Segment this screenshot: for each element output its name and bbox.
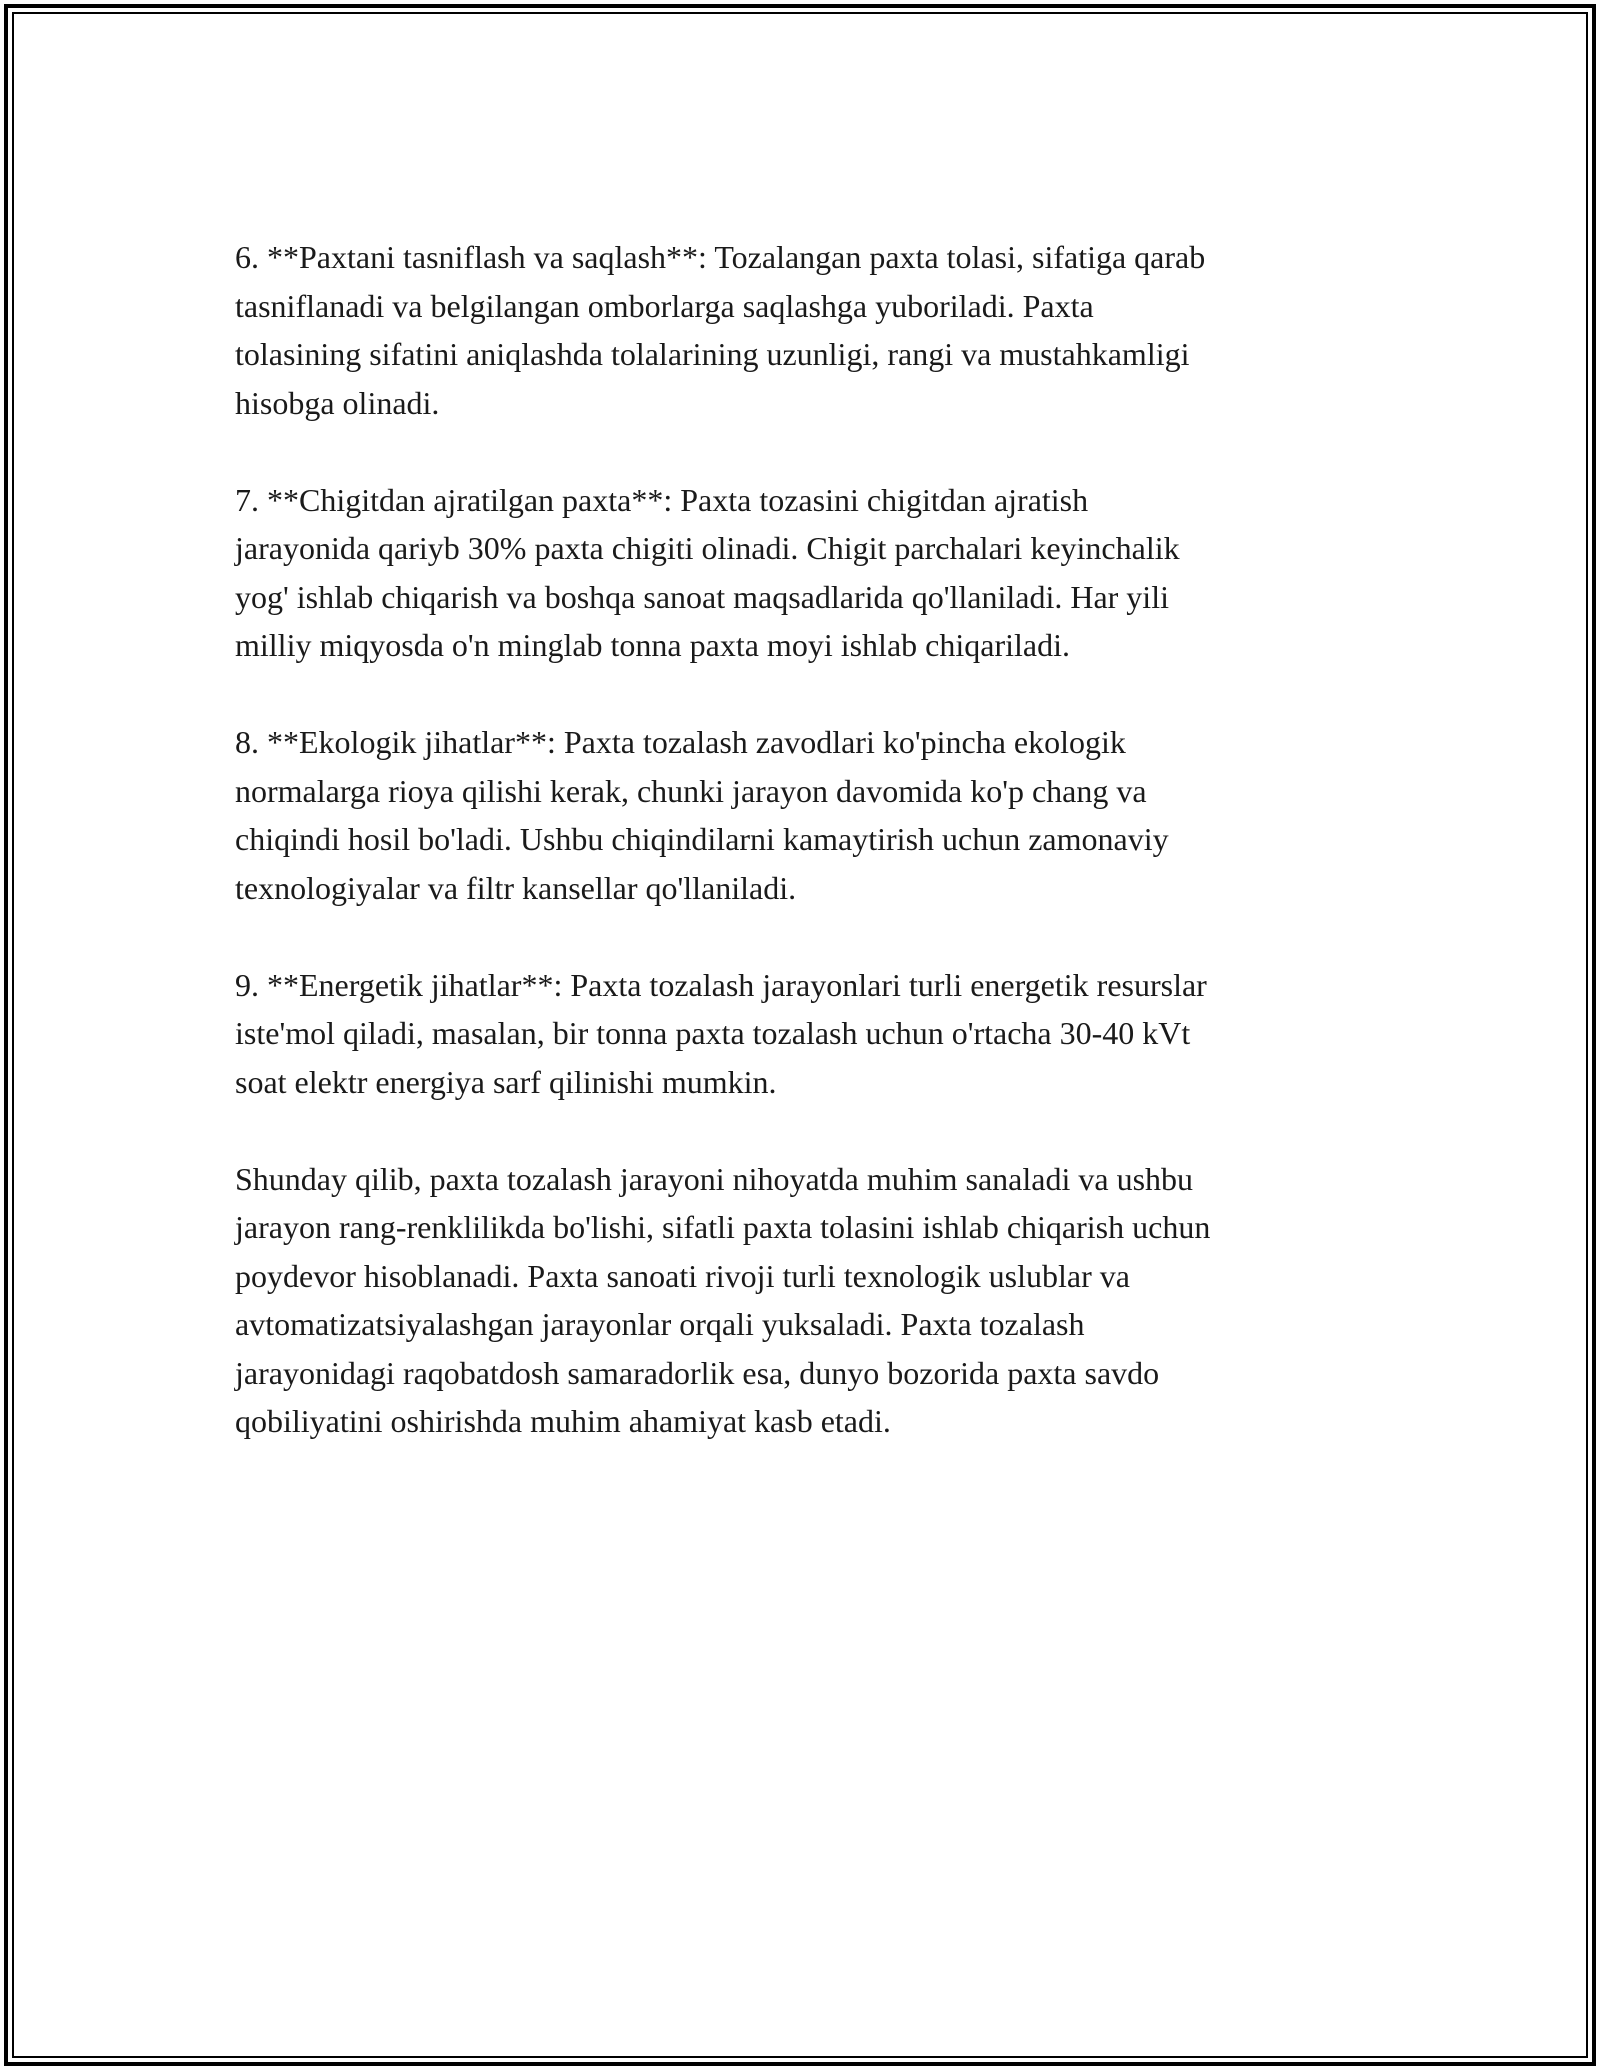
paragraph-line: poydevor hisoblanadi. Paxta sanoati rivoji turli texnologik uslublar va	[235, 1257, 1130, 1294]
paragraph-line: jarayonidagi raqobatdosh samaradorlik esa, dunyo bozorida paxta savdo	[235, 1354, 1160, 1391]
paragraph-line: iste'mol qiladi, masalan, bir tonna paxta tozalash uchun o'rtacha 30-40 kVt	[235, 1015, 1191, 1051]
paragraph-line: texnologiyalar va filtr kansellar qo'llaniladi.	[235, 869, 797, 906]
paragraph-line: qobiliyatini oshirishda muhim ahamiyat kasb etadi.	[235, 1403, 891, 1439]
paragraph-7-cottonseed	[235, 476, 1375, 670]
paragraph-line: avtomatizatsiyalashgan jarayonlar orqali yuksaladi. Paxta tozalash	[235, 1306, 1085, 1342]
paragraph-line: jarayonida qariyb 30% paxta chigiti olinadi. Chigit parchalari keyinchalik	[235, 530, 1180, 566]
paragraph-line: milliy miqyosda o'n minglab tonna paxta moyi ishlab chiqariladi.	[235, 627, 1070, 663]
paragraph-line: tolasining sifatini aniqlashda tolalarining uzunligi, rangi va mustahkamligi	[235, 336, 1190, 372]
paragraph-line: 8. **Ekologik jihatlar**: Paxta tozalash zavodlari ko'pincha ekologik	[235, 724, 1126, 760]
paragraph-line: tasniflanadi va belgilangan omborlarga saqlashga yuboriladi. Paxta	[235, 287, 1094, 324]
paragraph-conclusion	[235, 1155, 1375, 1446]
paragraph-line: yog' ishlab chiqarish va boshqa sanoat maqsadlarida qo'llaniladi. Har yili	[235, 578, 1169, 615]
paragraph-line: chiqindi hosil bo'ladi. Ushbu chiqindilarni kamaytirish uchun zamonaviy	[235, 821, 1169, 857]
paragraph-line: soat elektr energiya sarf qilinishi mumkin.	[235, 1063, 777, 1100]
paragraph-line: normalarga rioya qilishi kerak, chunki jarayon davomida ko'p chang va	[235, 772, 1147, 809]
paragraph-line: jarayon rang-renklilikda bo'lishi, sifatli paxta tolasini ishlab chiqarish uchun	[235, 1209, 1211, 1245]
paragraph-line: 6. **Paxtani tasniflash va saqlash**: Tozalangan paxta tolasi, sifatiga qarab	[235, 239, 1206, 275]
paragraph-6-classification-storage	[235, 233, 1375, 427]
paragraph-line: Shunday qilib, paxta tozalash jarayoni nihoyatda muhim sanaladi va ushbu	[235, 1160, 1194, 1197]
paragraph-line: 7. **Chigitdan ajratilgan paxta**: Paxta tozasini chigitdan ajratish	[235, 481, 1089, 518]
paragraph-8-ecology	[235, 718, 1375, 912]
document-body	[235, 233, 1375, 1494]
paragraph-line: hisobga olinadi.	[235, 384, 440, 421]
paragraph-9-energy	[235, 961, 1375, 1107]
paragraph-line: 9. **Energetik jihatlar**: Paxta tozalash jarayonlari turli energetik resurslar	[235, 966, 1207, 1003]
